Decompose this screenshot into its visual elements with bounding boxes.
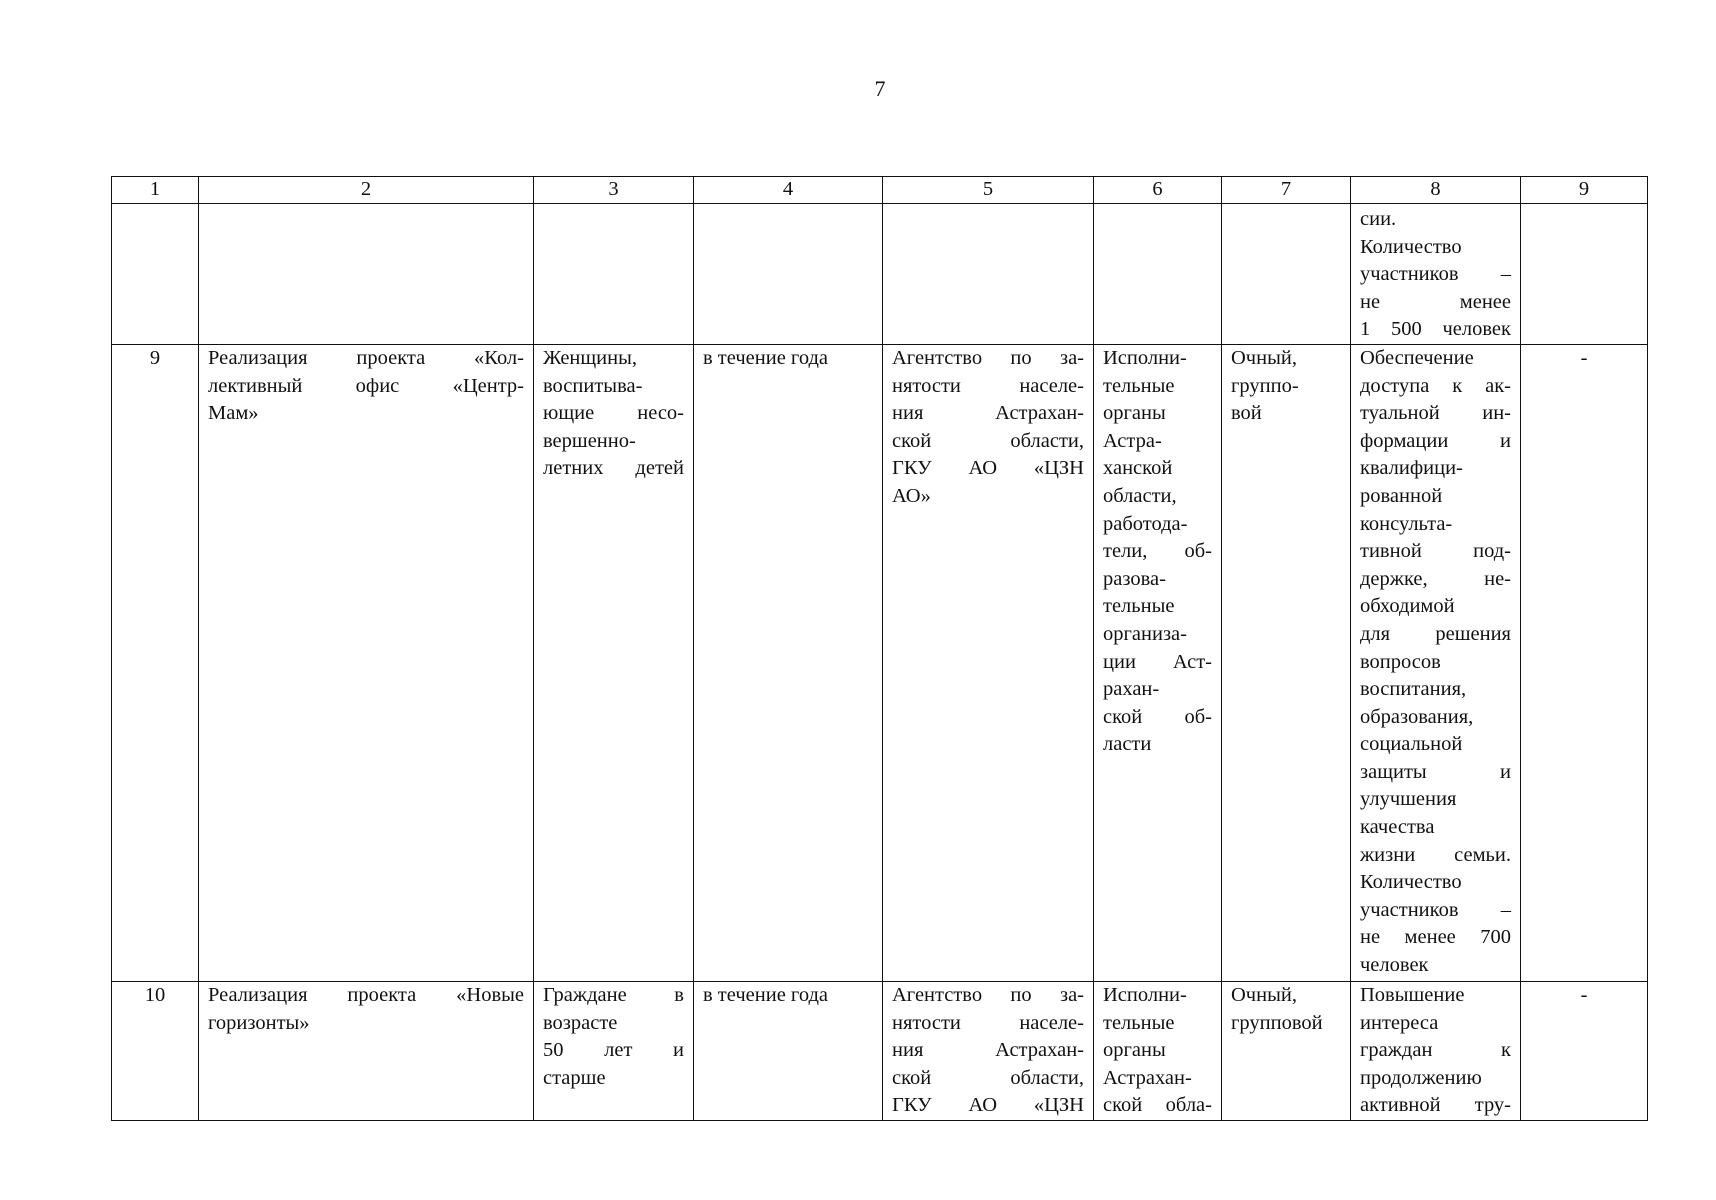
cell-empty: [534, 204, 694, 345]
cell-empty: [112, 204, 199, 345]
cell-co-executors: Исполни- тельные органы Астрахан- ской обла-: [1094, 981, 1222, 1120]
cell-empty: [1521, 204, 1648, 345]
cell-period: в течение года: [694, 344, 883, 981]
cell-number: 10: [112, 981, 199, 1120]
cell-result: Обеспечение доступа к ак- туальной ин- формации и квалифици- рованной консульта- тивной под- держке, не- обходимой для решения вопросов воспитания, образования, социальной защиты и улучшения качества жизни семьи. Количество участников – не менее 700 человек: [1351, 344, 1521, 981]
cell-result: Повышение интереса граждан к продолжению активной тру-: [1351, 981, 1521, 1120]
col-header-9: 9: [1521, 177, 1648, 204]
cell-participants: Женщины, воспитыва- ющие несо- вершенно- летних детей: [534, 344, 694, 981]
program-table: [111, 176, 1648, 1121]
cell-event: Реализация проекта «Новые горизонты»: [199, 981, 534, 1120]
col-header-6: 6: [1094, 177, 1222, 204]
col-header-3: 3: [534, 177, 694, 204]
table-row: [112, 981, 1648, 1120]
cell-empty: [199, 204, 534, 345]
cell-empty: [1222, 204, 1351, 345]
column-number-row: [112, 177, 1648, 204]
cell-empty: [694, 204, 883, 345]
table-row: [112, 344, 1648, 981]
cell-form: Очный, группо- вой: [1222, 344, 1351, 981]
page-number: 7: [874, 76, 886, 101]
cell-funding: -: [1521, 981, 1648, 1120]
col-header-7: 7: [1222, 177, 1351, 204]
col-header-8: 8: [1351, 177, 1521, 204]
cell-empty: [883, 204, 1094, 345]
cell-responsible: Агентство по за- нятости населе- ния Астрахан- ской области, ГКУ АО «ЦЗН АО»: [883, 344, 1094, 981]
cell-funding: -: [1521, 344, 1648, 981]
table-row-continued: [112, 204, 1648, 345]
col-header-5: 5: [883, 177, 1094, 204]
cell-form: Очный, групповой: [1222, 981, 1351, 1120]
cell-responsible: Агентство по за- нятости населе- ния Астрахан- ской области, ГКУ АО «ЦЗН: [883, 981, 1094, 1120]
col-header-4: 4: [694, 177, 883, 204]
cell-period: в течение года: [694, 981, 883, 1120]
cell-event: Реализация проекта «Кол- лективный офис «Центр- Мам»: [199, 344, 534, 981]
cell-empty: [1094, 204, 1222, 345]
cell-co-executors: Исполни- тельные органы Астра- ханской области, работода- тели, об- разова- тельные организа- ции Аст- рахан- ской об- ласти: [1094, 344, 1222, 981]
cell-result-continued: сии. Количество участников – не менее 1 500 человек: [1351, 204, 1521, 345]
col-header-2: 2: [199, 177, 534, 204]
cell-number: 9: [112, 344, 199, 981]
col-header-1: 1: [112, 177, 199, 204]
cell-participants: Граждане в возрасте 50 лет и старше: [534, 981, 694, 1120]
